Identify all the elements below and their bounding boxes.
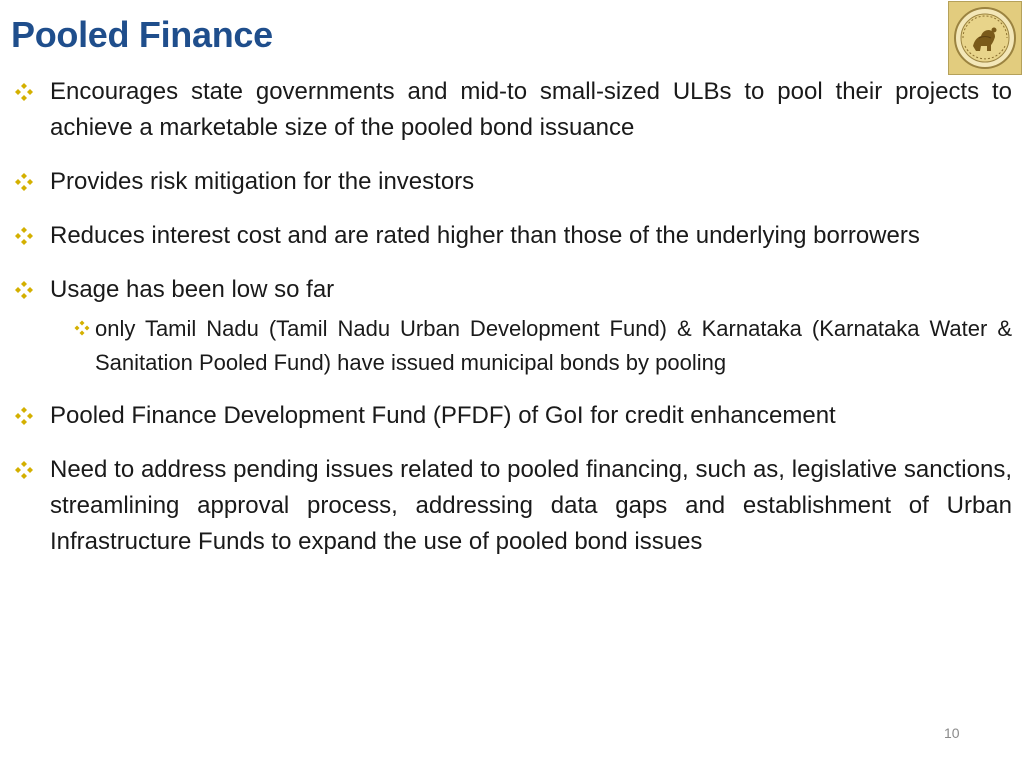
diamond-bullet-icon (12, 278, 36, 302)
bullet-item (12, 398, 1012, 434)
bullet-list (12, 74, 1012, 560)
bullet-text: Encourages state governments and mid-to small-sized ULBs to pool their projects to achieve a marketable size of the pooled bond issuance (50, 78, 1012, 141)
bullet-text: Reduces interest cost and are rated higher than those of the underlying borrowers (50, 222, 920, 249)
diamond-bullet-icon (12, 80, 36, 104)
diamond-bullet-icon (12, 170, 36, 194)
slide-title: Pooled Finance (11, 14, 273, 55)
rbi-logo (948, 1, 1022, 75)
page-number: 10 (944, 725, 960, 741)
bullet-text: Usage has been low so far (50, 276, 335, 303)
bullet-item (12, 164, 1012, 200)
bullet-item (12, 218, 1012, 254)
sub-bullet-list (50, 312, 1012, 380)
bullet-item (12, 74, 1012, 146)
bullet-item (12, 272, 1012, 380)
diamond-bullet-icon (12, 458, 36, 482)
bullet-text: Need to address pending issues related to pooled financing, such as, legislative sanctions, streamlining approval process, addressing data gaps and establishment of Urban Infrastructure Funds to expand the use of pooled bond issues (50, 456, 1012, 555)
bullet-text: Provides risk mitigation for the investors (50, 168, 475, 195)
reserve-bank-of-india-emblem-icon (949, 2, 1021, 74)
diamond-bullet-icon (72, 318, 92, 338)
bullet-item (12, 452, 1012, 560)
diamond-bullet-icon (12, 224, 36, 248)
bullet-text: Pooled Finance Development Fund (PFDF) of GoI for credit enhancement (50, 402, 836, 429)
diamond-bullet-icon (12, 404, 36, 428)
sub-bullet-item (50, 312, 1012, 380)
sub-bullet-text: only Tamil Nadu (Tamil Nadu Urban Development Fund) & Karnataka (Karnataka Water & Sanitation Pooled Fund) have issued municipal bonds by pooling (95, 316, 1012, 375)
